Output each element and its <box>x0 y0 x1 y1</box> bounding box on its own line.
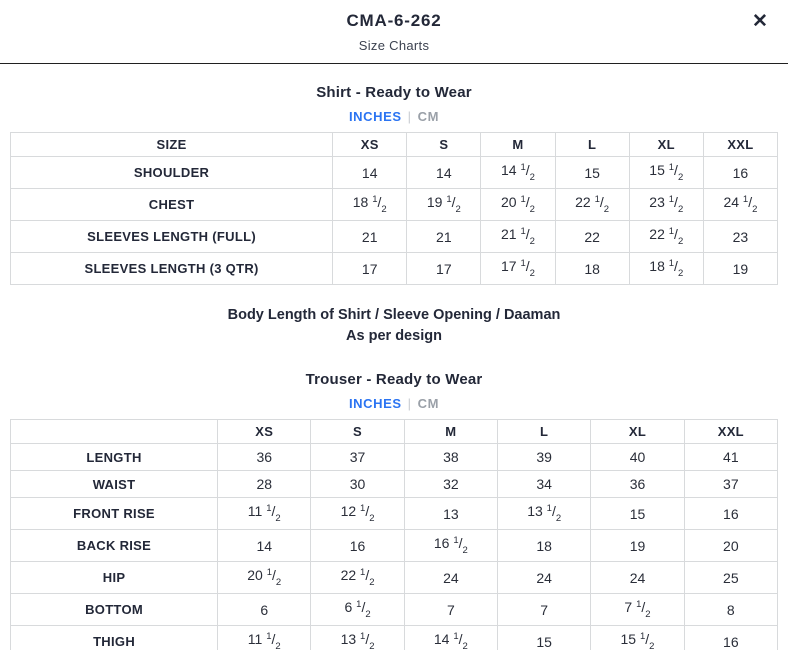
size-value-cell: 36 <box>591 471 684 498</box>
size-column-header: XXL <box>684 420 777 444</box>
size-value-cell: 19 <box>703 253 777 285</box>
size-value-cell: 24 <box>404 562 497 594</box>
size-value-cell: 18 <box>555 253 629 285</box>
page-title: CMA-6-262 <box>346 11 442 30</box>
size-value-cell: 6 <box>218 594 311 626</box>
size-value-cell: 34 <box>498 471 591 498</box>
close-icon: ✕ <box>752 11 768 32</box>
size-column-header: XXL <box>703 133 777 157</box>
size-value-cell: 21 <box>333 221 407 253</box>
inches-tab[interactable]: INCHES <box>348 396 402 411</box>
size-column-header: M <box>404 420 497 444</box>
size-column-header: S <box>407 133 481 157</box>
size-value-cell: 22 $^1/_2$ <box>629 221 703 253</box>
size-value-cell: 14 <box>333 157 407 189</box>
size-value-cell: 20 $^1/_2$ <box>481 189 555 221</box>
size-value-cell: 16 <box>684 626 777 650</box>
size-value-cell: 32 <box>404 471 497 498</box>
size-column-header: XS <box>333 133 407 157</box>
size-value-cell: 7 <box>498 594 591 626</box>
size-value-cell: 17 <box>333 253 407 285</box>
table-row <box>11 189 778 221</box>
size-value-cell: 15 $^1/_2$ <box>629 157 703 189</box>
unit-separator: | <box>407 109 412 124</box>
trouser-table-header-row <box>11 420 778 444</box>
size-value-cell: 8 <box>684 594 777 626</box>
size-value-cell: 39 <box>498 444 591 471</box>
size-value-cell: 36 <box>218 444 311 471</box>
size-column-header: M <box>481 133 555 157</box>
row-label: SLEEVES LENGTH (3 QTR) <box>11 253 333 285</box>
size-value-cell: 19 <box>591 530 684 562</box>
note-line-1: Body Length of Shirt / Sleeve Opening / Daaman <box>227 307 561 323</box>
size-value-cell: 21 $^1/_2$ <box>481 221 555 253</box>
unit-separator: | <box>407 396 412 411</box>
table-row <box>11 157 778 189</box>
modal-header <box>0 0 788 64</box>
shirt-note <box>0 305 788 347</box>
size-value-cell: 23 <box>703 221 777 253</box>
size-column-header: S <box>311 420 404 444</box>
size-value-cell: 23 $^1/_2$ <box>629 189 703 221</box>
row-label: HIP <box>11 562 218 594</box>
row-label: WAIST <box>11 471 218 498</box>
size-value-cell: 24 <box>498 562 591 594</box>
size-value-cell: 7 $^1/_2$ <box>591 594 684 626</box>
size-value-cell: 16 <box>311 530 404 562</box>
size-value-cell: 25 <box>684 562 777 594</box>
size-value-cell: 24 <box>591 562 684 594</box>
trouser-section-title: Trouser - Ready to Wear <box>305 371 483 388</box>
size-value-cell: 20 <box>684 530 777 562</box>
size-value-cell: 13 $^1/_2$ <box>498 498 591 530</box>
inches-tab[interactable]: INCHES <box>348 109 402 124</box>
table-row <box>11 498 778 530</box>
cm-tab[interactable]: CM <box>417 109 440 124</box>
size-column-header: L <box>498 420 591 444</box>
size-value-cell: 6 $^1/_2$ <box>311 594 404 626</box>
size-value-cell: 20 $^1/_2$ <box>218 562 311 594</box>
size-value-cell: 11 $^1/_2$ <box>218 626 311 650</box>
size-value-cell: 12 $^1/_2$ <box>311 498 404 530</box>
size-value-cell: 16 <box>684 498 777 530</box>
size-value-cell: 11 $^1/_2$ <box>218 498 311 530</box>
size-value-cell: 14 <box>218 530 311 562</box>
table-row <box>11 594 778 626</box>
size-value-cell: 21 <box>407 221 481 253</box>
size-value-cell: 14 <box>407 157 481 189</box>
size-column-header: XL <box>629 133 703 157</box>
modal-subtitle: Size Charts <box>358 38 430 53</box>
cm-tab[interactable]: CM <box>417 396 440 411</box>
size-value-cell: 37 <box>684 471 777 498</box>
table-row <box>11 444 778 471</box>
size-value-cell: 7 <box>404 594 497 626</box>
size-value-cell: 38 <box>404 444 497 471</box>
note-line-2: As per design <box>346 328 442 344</box>
shirt-table-header-row <box>11 133 778 157</box>
size-column-header: XS <box>218 420 311 444</box>
size-value-cell: 15 <box>591 498 684 530</box>
size-column-header: XL <box>591 420 684 444</box>
size-value-cell: 22 $^1/_2$ <box>311 562 404 594</box>
size-value-cell: 13 <box>404 498 497 530</box>
row-label: CHEST <box>11 189 333 221</box>
row-label-header: SIZE <box>11 133 333 157</box>
row-label: FRONT RISE <box>11 498 218 530</box>
size-value-cell: 41 <box>684 444 777 471</box>
row-label-header <box>11 420 218 444</box>
size-value-cell: 28 <box>218 471 311 498</box>
size-value-cell: 14 $^1/_2$ <box>404 626 497 650</box>
trouser-unit-toggle <box>0 396 788 411</box>
shirt-section-title: Shirt - Ready to Wear <box>316 84 472 101</box>
row-label: SLEEVES LENGTH (FULL) <box>11 221 333 253</box>
size-value-cell: 19 $^1/_2$ <box>407 189 481 221</box>
row-label: THIGH <box>11 626 218 650</box>
size-value-cell: 18 $^1/_2$ <box>629 253 703 285</box>
size-value-cell: 17 <box>407 253 481 285</box>
table-row <box>11 530 778 562</box>
size-value-cell: 16 $^1/_2$ <box>404 530 497 562</box>
table-row <box>11 626 778 650</box>
size-value-cell: 14 $^1/_2$ <box>481 157 555 189</box>
size-value-cell: 15 <box>498 626 591 650</box>
row-label: BOTTOM <box>11 594 218 626</box>
size-value-cell: 40 <box>591 444 684 471</box>
size-value-cell: 13 $^1/_2$ <box>311 626 404 650</box>
size-value-cell: 22 $^1/_2$ <box>555 189 629 221</box>
table-row <box>11 221 778 253</box>
size-value-cell: 24 $^1/_2$ <box>703 189 777 221</box>
size-column-header: L <box>555 133 629 157</box>
row-label: LENGTH <box>11 444 218 471</box>
trouser-size-table <box>10 419 778 650</box>
size-value-cell: 22 <box>555 221 629 253</box>
size-value-cell: 15 $^1/_2$ <box>591 626 684 650</box>
size-value-cell: 17 $^1/_2$ <box>481 253 555 285</box>
close-button[interactable] <box>748 10 772 34</box>
row-label: SHOULDER <box>11 157 333 189</box>
size-value-cell: 30 <box>311 471 404 498</box>
size-value-cell: 18 $^1/_2$ <box>333 189 407 221</box>
row-label: BACK RISE <box>11 530 218 562</box>
size-value-cell: 18 <box>498 530 591 562</box>
size-value-cell: 16 <box>703 157 777 189</box>
shirt-size-table <box>10 132 778 285</box>
table-row <box>11 253 778 285</box>
table-row <box>11 562 778 594</box>
size-value-cell: 15 <box>555 157 629 189</box>
size-value-cell: 37 <box>311 444 404 471</box>
shirt-unit-toggle <box>0 109 788 124</box>
table-row <box>11 471 778 498</box>
